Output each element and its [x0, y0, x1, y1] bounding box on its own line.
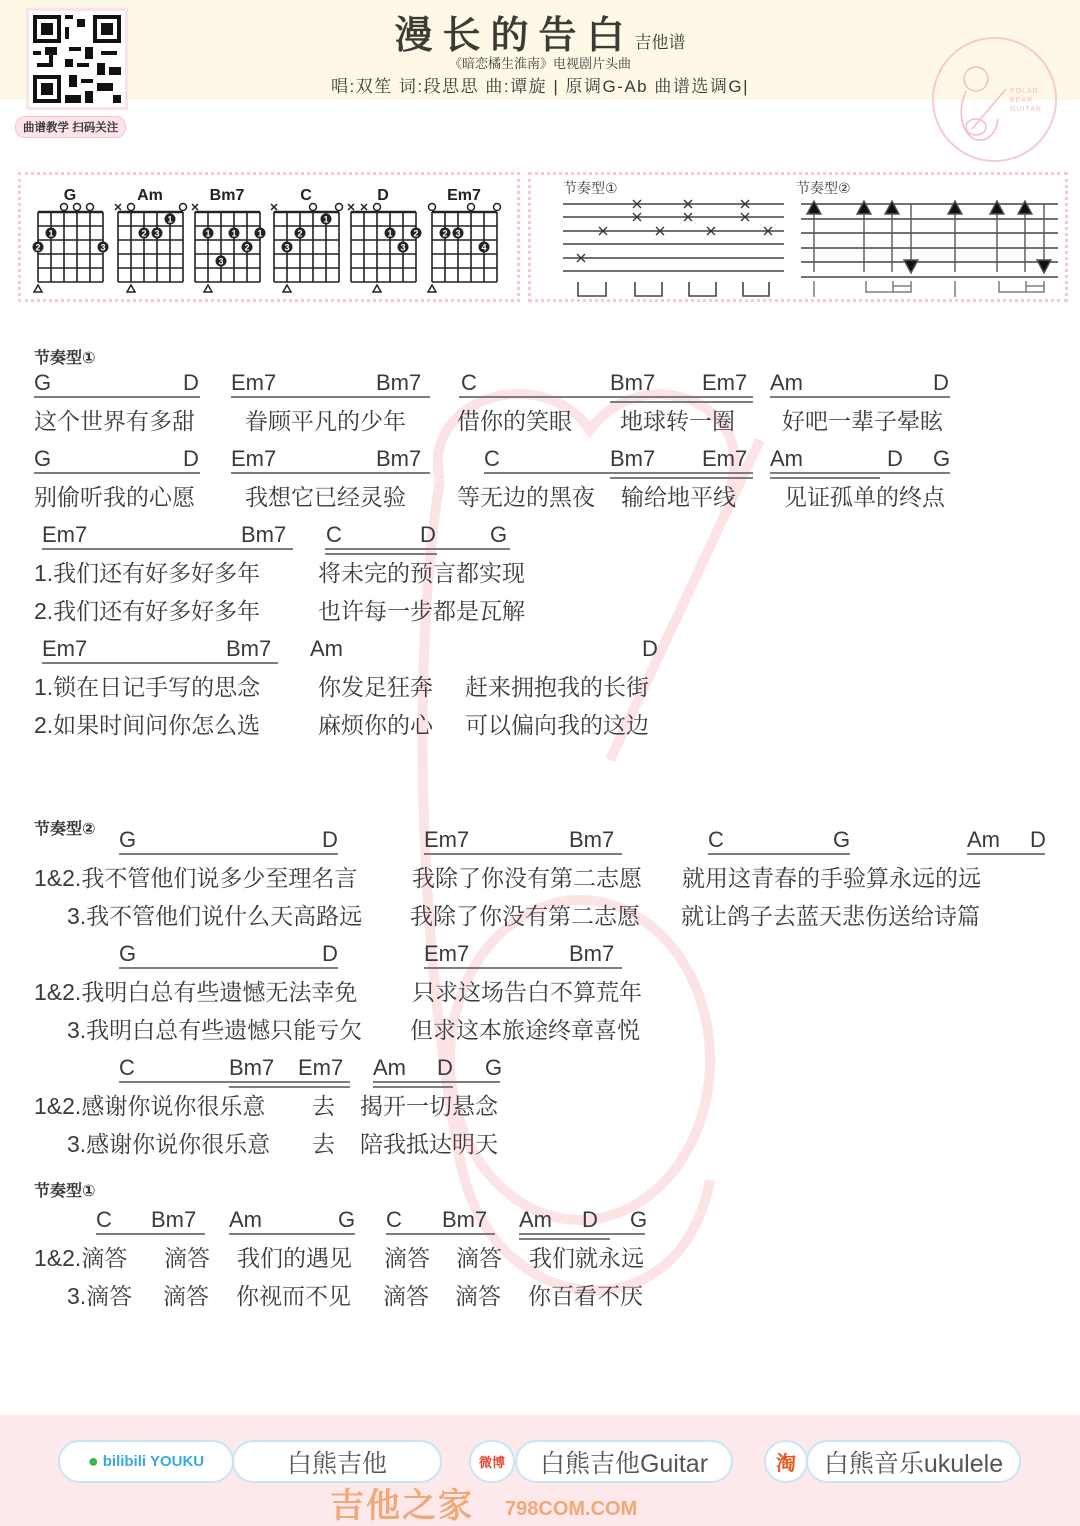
finger-number: 3: [100, 242, 106, 253]
subtitle: 《暗恋橘生淮南》电视剧片头曲: [448, 56, 631, 71]
lyric-segment: 输给地平线: [621, 484, 736, 510]
finger-number: 2: [141, 228, 147, 239]
platforms-pill[interactable]: [58, 1440, 234, 1483]
lyric-segment: 1&2.我明白总有些遗憾无法幸免: [34, 979, 358, 1005]
rhythm-label: 节奏型①: [34, 1183, 96, 1200]
lyric-segment: 去: [312, 1093, 335, 1119]
lyric-segment: 这个世界有多甜: [34, 408, 195, 434]
chord-underline: [34, 472, 200, 474]
finger-number: 2: [35, 242, 41, 253]
chord-label: D: [437, 1055, 453, 1080]
chord-underline: [119, 853, 338, 855]
qr-caption: 曲谱教学 扫码关注: [15, 116, 126, 138]
chord-label: G: [119, 941, 137, 966]
finger-number: 1: [323, 214, 329, 225]
lyric-segment: 就让鸽子去蓝天悲伤送给诗篇: [681, 903, 980, 929]
chord-underline: [229, 1233, 355, 1235]
chord-name: Bm7: [209, 187, 245, 204]
chord-underline: [424, 967, 622, 969]
bilibili-youku-logos: bilibili YOUKU: [102, 1453, 205, 1470]
title-suffix: 吉他谱: [634, 33, 686, 52]
taobao-shop-pill[interactable]: [806, 1440, 1021, 1483]
lyric-segment: 只求这场告白不算荒年: [412, 979, 642, 1005]
chord-underline: [770, 477, 880, 479]
chord-underline: [708, 853, 850, 855]
chord-label: Am: [373, 1055, 406, 1080]
lyric-segment: 滴答: [455, 1283, 501, 1309]
chord-label: Am: [770, 370, 803, 395]
chord-underline: [610, 401, 753, 403]
chord-label: C: [386, 1207, 402, 1232]
lyric-segment: 等无边的黑夜: [457, 484, 595, 510]
lyric-segment: 你发足狂奔: [318, 674, 433, 700]
lyric-segment: 3.滴答: [67, 1283, 133, 1309]
lyric-segment: 陪我抵达明天: [360, 1131, 498, 1157]
title-text: 漫长的告白: [394, 15, 635, 57]
chord-label: D: [642, 636, 658, 661]
finger-number: 3: [455, 228, 461, 239]
finger-number: 4: [481, 242, 487, 253]
chord-label: D: [183, 446, 199, 471]
lyric-segment: 我想它已经灵验: [245, 484, 406, 510]
chord-underline: [967, 853, 1045, 855]
chord-underline: [373, 1086, 453, 1088]
chord-label: Am: [770, 446, 803, 471]
chord-label: Em7: [702, 370, 748, 395]
lyric-segment: 你百看不厌: [528, 1283, 643, 1309]
lyric-segment: 我除了你没有第二志愿: [412, 865, 642, 891]
finger-number: 1: [167, 214, 173, 225]
chord-name: Am: [137, 187, 163, 204]
chord-label: Em7: [42, 636, 88, 661]
lyric-segment: 3.我明白总有些遗憾只能亏欠: [67, 1017, 363, 1043]
chord-label: D: [322, 827, 338, 852]
chord-label: D: [582, 1207, 598, 1232]
lyric-segment: 1&2.感谢你说你很乐意: [34, 1093, 266, 1119]
finger-number: 1: [257, 228, 263, 239]
lyric-segment: 3.感谢你说你很乐意: [67, 1131, 271, 1157]
baixiong-guitar-pill[interactable]: [232, 1440, 442, 1483]
chord-label: C: [484, 446, 500, 471]
taobao-icon[interactable]: [764, 1440, 808, 1483]
chord-underline: [519, 1233, 645, 1235]
lyric-segment: 揭开一切悬念: [360, 1093, 498, 1119]
lyric-segment: 但求这本旅途终章喜悦: [410, 1017, 640, 1043]
chord-label: D: [183, 370, 199, 395]
chord-underline: [424, 853, 622, 855]
credits: 唱:双笙 词:段思思 曲:谭旋 | 原调G-Ab 曲谱选调G|: [330, 77, 750, 96]
chord-label: Em7: [231, 370, 277, 395]
chord-label: Em7: [424, 827, 470, 852]
lyric-segment: 地球转一圈: [620, 408, 735, 434]
chord-label: D: [322, 941, 338, 966]
lyric-segment: 2.如果时间问你怎么选: [34, 712, 261, 738]
rhythm-pattern-1-beats: [578, 282, 769, 296]
chord-label: Em7: [231, 446, 277, 471]
chord-label: Bm7: [241, 522, 287, 547]
lyric-segment: 你视而不见: [236, 1283, 351, 1309]
lyric-segment: 1&2.我不管他们说多少至理名言: [34, 865, 358, 891]
rhythm-pattern-1-staff: [563, 204, 784, 271]
chord-underline: [34, 396, 200, 398]
weibo-icon[interactable]: [469, 1440, 515, 1483]
chord-label: G: [34, 446, 52, 471]
chord-label: C: [326, 522, 342, 547]
chord-label: Bm7: [151, 1207, 197, 1232]
chord-name: Em7: [447, 187, 481, 204]
chord-label: D: [1030, 827, 1046, 852]
weibo-account-pill[interactable]: [515, 1440, 733, 1483]
wechat-icon: ●: [87, 1451, 99, 1471]
chord-underline: [519, 1238, 610, 1240]
lyric-segment: 去: [312, 1131, 335, 1157]
chord-underline: [119, 1081, 350, 1083]
logo-text: POLAR BEAR GUITAR: [1010, 88, 1042, 113]
lyric-segment: 也许每一步都是瓦解: [318, 598, 525, 624]
rhythm-patterns: [0, 0, 1080, 310]
lyric-segment: 麻烦你的心: [318, 712, 433, 738]
lyric-segment: 滴答: [384, 1245, 430, 1271]
chord-underline: [96, 1233, 205, 1235]
chord-underline: [373, 1081, 500, 1083]
lyric-segment: 滴答: [456, 1245, 502, 1271]
lyric-segment: 就用这青春的手验算永远的远: [682, 865, 981, 891]
chord-underline: [229, 1086, 350, 1088]
lyric-segment: 1.我们还有好多好多年: [34, 560, 261, 586]
chord-underline: [42, 662, 278, 664]
chord-label: Am: [229, 1207, 262, 1232]
chord-label: Em7: [702, 446, 748, 471]
taobao-icon-label: 淘: [776, 1453, 796, 1475]
chord-label: D: [420, 522, 436, 547]
lyric-segment: 可以偏向我的这边: [465, 712, 649, 738]
chord-label: Em7: [42, 522, 88, 547]
rhythm-pattern-2-staff: [801, 204, 1058, 277]
chord-underline: [484, 472, 753, 474]
chord-label: Em7: [424, 941, 470, 966]
chord-label: G: [119, 827, 137, 852]
finger-number: 2: [297, 228, 303, 239]
chord-label: Bm7: [569, 941, 615, 966]
finger-number: 1: [48, 228, 54, 239]
chord-underline: [42, 548, 293, 550]
site-watermark: 吉他之家: [330, 1487, 474, 1525]
chord-label: Bm7: [569, 827, 615, 852]
chord-label: D: [933, 370, 949, 395]
chord-label: C: [708, 827, 724, 852]
lyric-segment: 我们的遇见: [237, 1245, 352, 1271]
finger-number: 1: [231, 228, 237, 239]
lyric-segment: 借你的笑眼: [457, 408, 572, 434]
section-1-rhythm-label: 节奏型①: [34, 350, 96, 367]
finger-number: 2: [442, 228, 448, 239]
chord-label: G: [630, 1207, 648, 1232]
chord-label: Bm7: [229, 1055, 275, 1080]
chord-label: Bm7: [610, 370, 656, 395]
lyric-segment: 好吧一辈子晕眩: [782, 408, 943, 434]
chord-underline: [325, 553, 437, 555]
chord-label: Em7: [298, 1055, 344, 1080]
chord-label: G: [933, 446, 951, 471]
lyric-segment: 见证孤单的终点: [784, 484, 945, 510]
chord-label: Am: [967, 827, 1000, 852]
chord-label: C: [119, 1055, 135, 1080]
chord-name: G: [63, 187, 77, 204]
chord-label: G: [490, 522, 508, 547]
lyric-segment: 滴答: [163, 1283, 209, 1309]
chord-label: Bm7: [610, 446, 656, 471]
chord-underline: [231, 396, 430, 398]
chord-underline: [231, 472, 430, 474]
chord-label: G: [833, 827, 851, 852]
lyric-segment: 滴答: [164, 1245, 210, 1271]
rhythm-pattern-1-label: 节奏型①: [563, 180, 618, 196]
finger-number: 2: [413, 228, 419, 239]
lyric-segment: 别偷听我的心愿: [34, 484, 195, 510]
weibo-name: 白熊吉他Guitar: [539, 1449, 709, 1478]
rhythm-pattern-2-label: 节奏型②: [796, 180, 851, 196]
channel-name: 白熊吉他: [286, 1449, 387, 1478]
lyric-segment: 滴答: [383, 1283, 429, 1309]
rhythm-label: 节奏型②: [34, 821, 96, 838]
chord-label: Bm7: [376, 370, 422, 395]
chord-label: Bm7: [376, 446, 422, 471]
finger-number: 1: [387, 228, 393, 239]
lyric-segment: 2.我们还有好多好多年: [34, 598, 261, 624]
lyric-segment: 3.我不管他们说什么天高路远: [67, 903, 363, 929]
chord-label: D: [887, 446, 903, 471]
chord-underline: [610, 477, 753, 479]
chord-underline: [325, 548, 510, 550]
lyric-segment: 1&2.滴答: [34, 1245, 128, 1271]
finger-number: 3: [218, 256, 224, 267]
chord-label: C: [96, 1207, 112, 1232]
finger-number: 3: [284, 242, 290, 253]
chord-label: G: [338, 1207, 356, 1232]
chord-label: Am: [519, 1207, 552, 1232]
weibo-icon-label: 微博: [478, 1455, 505, 1470]
chord-label: G: [34, 370, 52, 395]
chord-name: C: [300, 187, 312, 204]
lyric-segment: 赶来拥抱我的长街: [465, 674, 649, 700]
chord-underline: [386, 1233, 495, 1235]
rhythm-pattern-2-beats: [814, 281, 1044, 297]
finger-number: 3: [400, 242, 406, 253]
chord-underline: [770, 396, 950, 398]
chord-label: C: [461, 370, 477, 395]
lyric-segment: 我除了你没有第二志愿: [410, 903, 640, 929]
chord-underline: [459, 396, 753, 398]
finger-number: 3: [154, 228, 160, 239]
lyric-segment: 我们就永远: [529, 1245, 644, 1271]
finger-number: 2: [244, 242, 250, 253]
chord-underline: [119, 967, 338, 969]
lyric-segment: 1.锁在日记手写的思念: [34, 674, 261, 700]
chord-label: Bm7: [442, 1207, 488, 1232]
shop-name: 白熊音乐ukulele: [823, 1449, 1004, 1478]
chord-underline: [770, 472, 950, 474]
site-watermark-url: 798COM.COM: [505, 1498, 638, 1520]
chord-label: G: [485, 1055, 503, 1080]
finger-number: 1: [205, 228, 211, 239]
lyric-segment: 眷顾平凡的少年: [245, 408, 406, 434]
chord-label: Am: [310, 636, 343, 661]
chord-label: Bm7: [226, 636, 272, 661]
lyric-segment: 将未完的预言都实现: [318, 560, 525, 586]
chord-name: D: [377, 187, 389, 204]
